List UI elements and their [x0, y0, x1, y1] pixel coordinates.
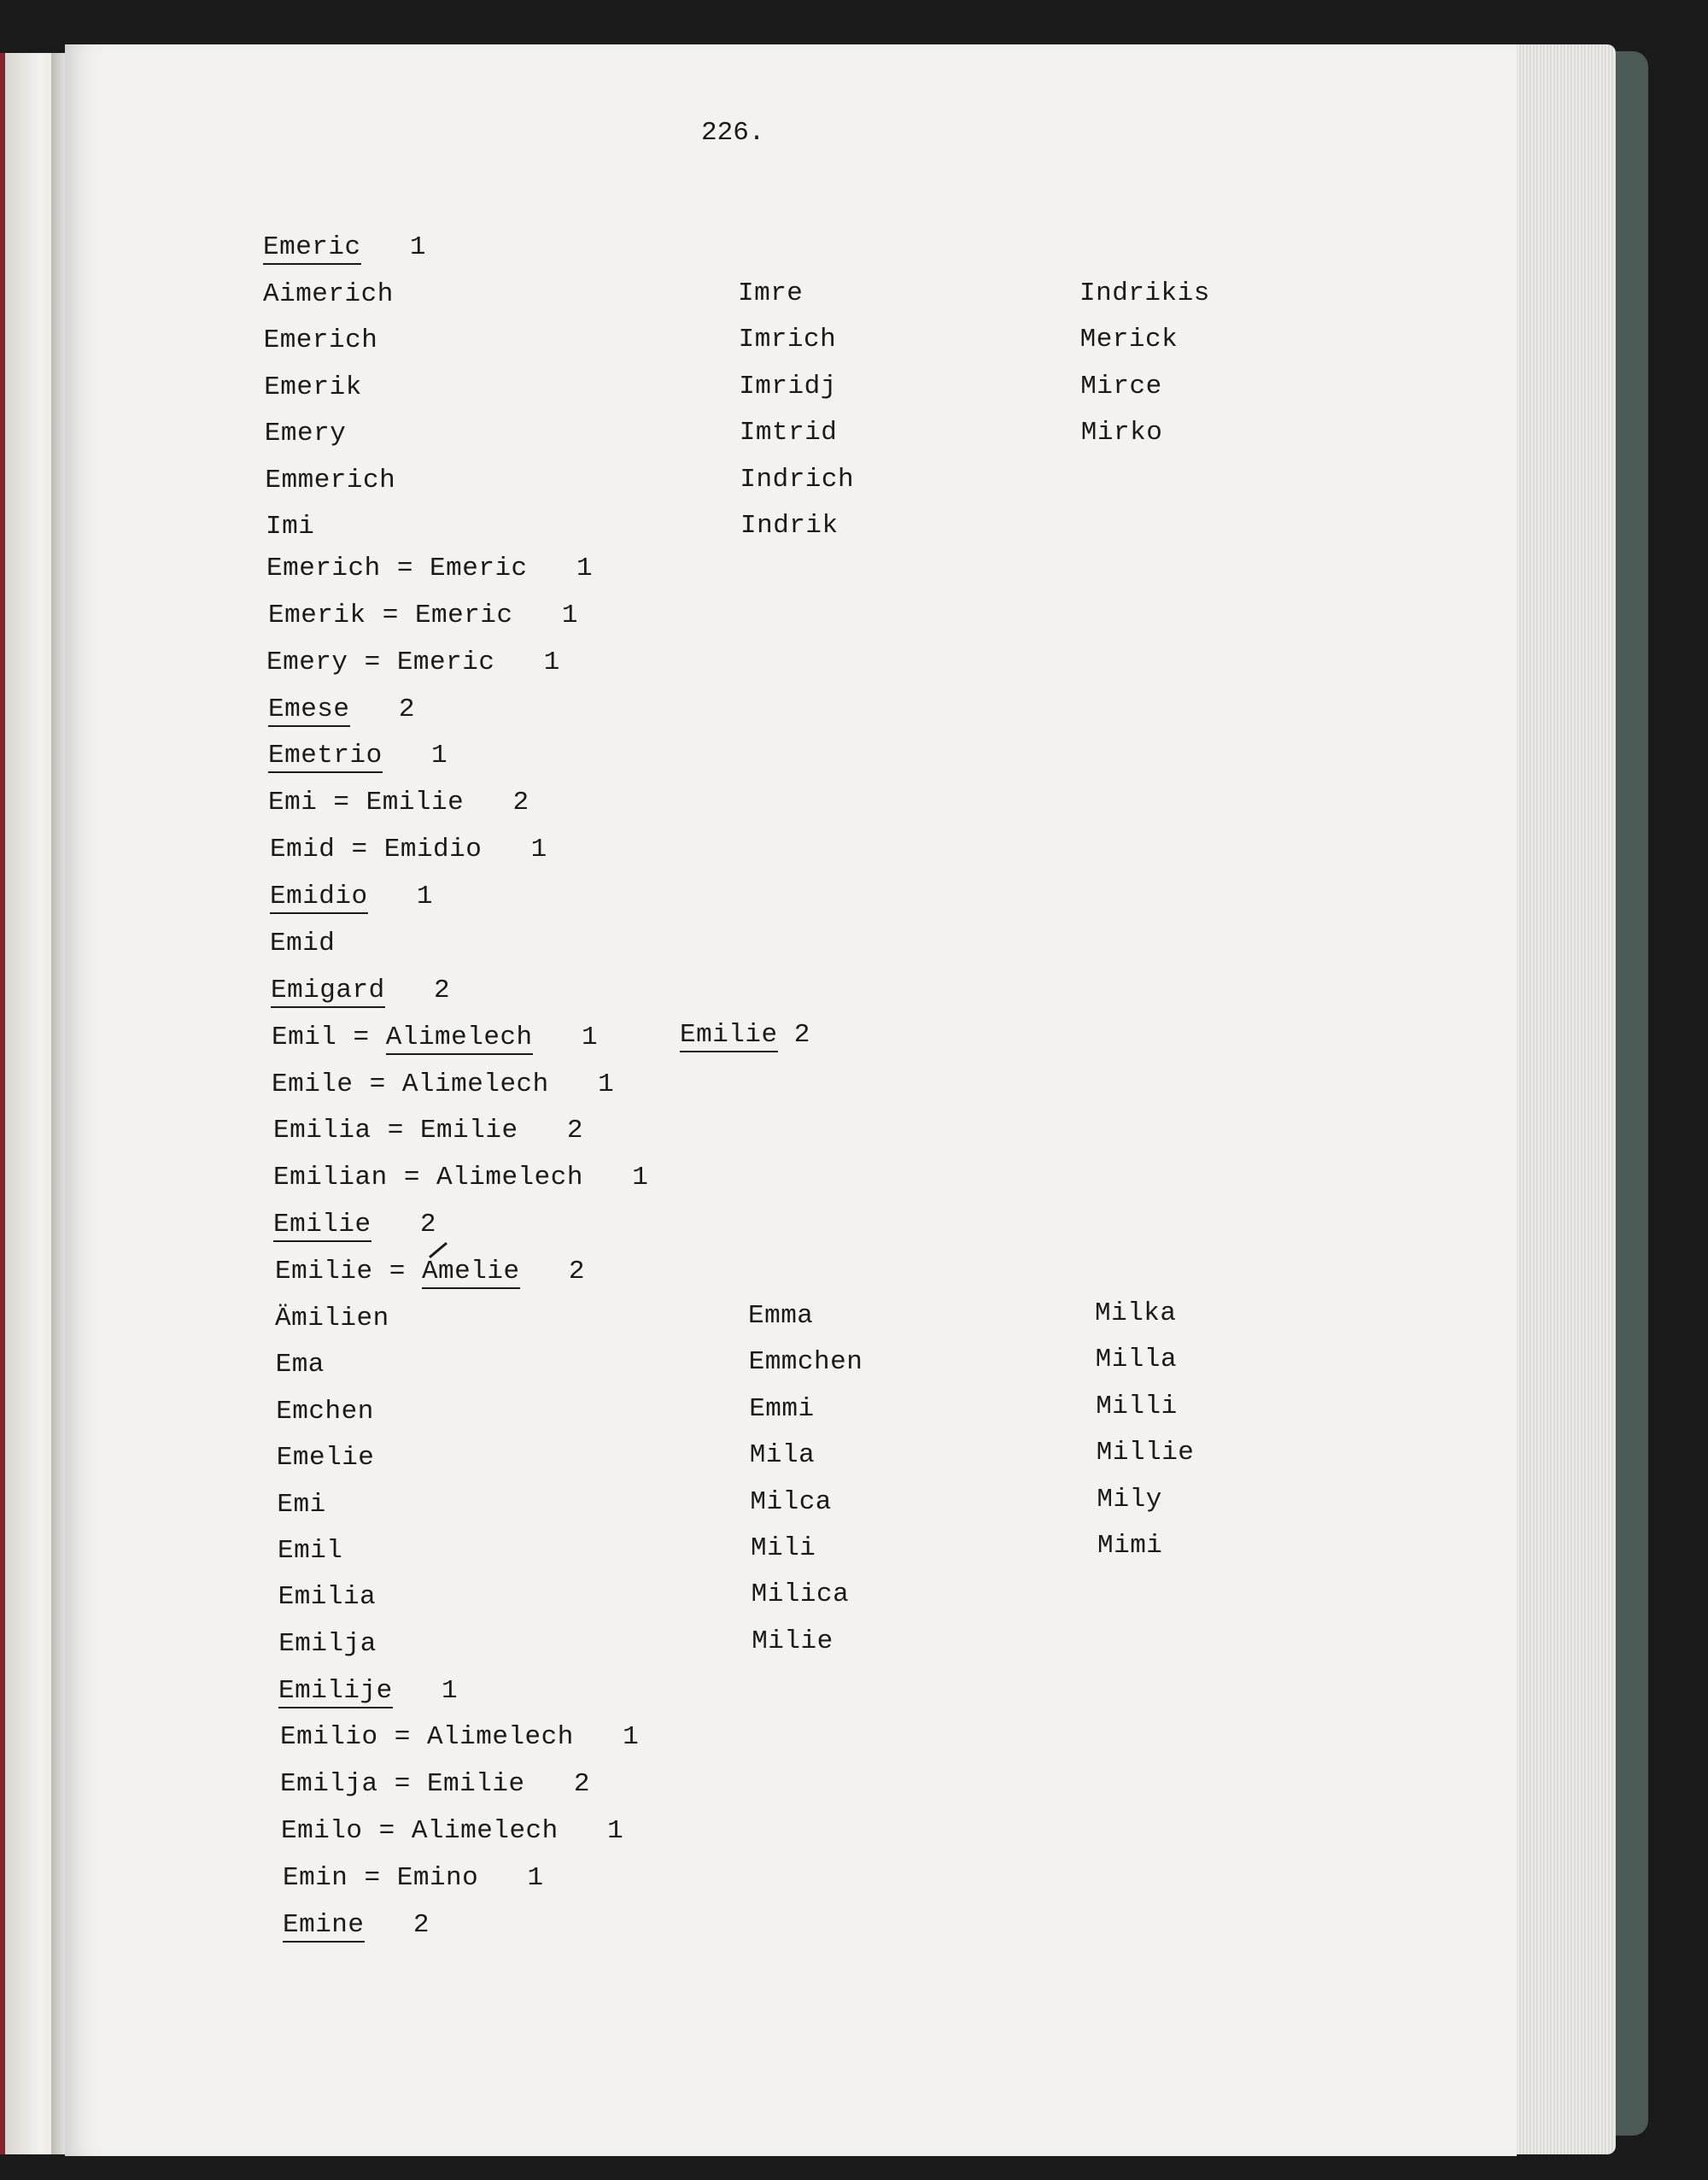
variant-line: [751, 1533, 816, 1564]
variant-line: [740, 418, 838, 448]
entry-name: Emin: [283, 1863, 348, 1893]
variant-name: Emid: [270, 929, 336, 958]
entry-name: Emilio: [280, 1722, 378, 1752]
entry-line: [272, 1023, 598, 1053]
entry-reference: Emino: [396, 1863, 479, 1893]
entry-number: 1: [478, 1863, 544, 1893]
entry-number: 2: [364, 1910, 430, 1940]
entry-name: Emile: [272, 1069, 354, 1099]
entry-number: 2: [518, 1116, 583, 1146]
variant-name: Indrich: [740, 464, 855, 495]
variant-name: Milka: [1095, 1298, 1177, 1328]
equals-sign: =: [380, 554, 430, 583]
variant-line: [1080, 325, 1179, 355]
variant-name: Emmchen: [748, 1347, 863, 1378]
side-reference-line: [680, 1020, 810, 1051]
entry-line: [270, 835, 547, 865]
variant-line: [1081, 418, 1163, 448]
entry-number: 1: [548, 1069, 615, 1099]
variant-line: [270, 929, 335, 959]
variant-name: Mila: [749, 1440, 816, 1471]
variant-name: Emerich: [263, 325, 378, 356]
entry-line: [268, 788, 529, 818]
variant-line: [750, 1440, 815, 1471]
variant-line: [264, 325, 378, 356]
variant-line: [1097, 1531, 1162, 1562]
entry-number: 1: [558, 1816, 624, 1846]
entry-reference: Alimelech: [401, 1069, 549, 1099]
entry-name: Emi: [268, 788, 318, 818]
entry-name: Emerich: [266, 554, 381, 583]
entry-number: 1: [573, 1722, 640, 1752]
entry-line: [271, 976, 450, 1006]
entry-number: 2: [464, 788, 529, 818]
entry-name: Emine: [283, 1910, 365, 1943]
variant-name: Imridj: [739, 371, 837, 401]
entry-line: [266, 554, 593, 584]
variant-line: [264, 372, 362, 403]
entry-number: 2: [777, 1020, 810, 1050]
equals-sign: =: [387, 1163, 437, 1193]
variant-name: Emery: [264, 419, 347, 449]
variant-line: [749, 1347, 863, 1378]
entry-line: [263, 232, 426, 263]
variant-name: Emma: [748, 1301, 814, 1331]
variant-name: Emmerich: [265, 465, 396, 495]
variant-name: Milica: [751, 1579, 850, 1610]
variant-line: [738, 278, 803, 309]
entry-number: 1: [532, 1023, 599, 1052]
entry-name: Emilja: [280, 1769, 378, 1799]
entry-line: [270, 882, 433, 912]
variant-name: Emilia: [278, 1582, 377, 1613]
variant-name: Milca: [750, 1486, 832, 1517]
entry-name: Emery: [266, 648, 348, 677]
entry-name: Emese: [268, 694, 350, 727]
equals-sign: =: [348, 648, 397, 677]
entry-name: Emerik: [268, 601, 366, 630]
variant-line: [1096, 1392, 1178, 1422]
variant-name: Millie: [1096, 1438, 1195, 1468]
entry-reference: Emidio: [383, 835, 483, 864]
variant-line: [265, 466, 395, 496]
equals-sign: =: [377, 1722, 427, 1752]
variant-line: [1079, 278, 1210, 309]
entry-number: 1: [494, 648, 560, 677]
entry-reference: Alimelech: [436, 1163, 583, 1193]
variant-line: [265, 419, 347, 449]
variant-name: Imre: [738, 278, 804, 308]
entry-name: Emeric: [263, 232, 361, 265]
variant-line: [275, 1304, 389, 1334]
entry-number: 1: [382, 741, 448, 771]
entry-line: [273, 1116, 583, 1146]
entry-line: [268, 601, 578, 631]
variant-name: Imi: [266, 512, 315, 542]
variant-name: Mirce: [1080, 371, 1162, 401]
variant-line: [1097, 1485, 1161, 1515]
entry-number: 1: [582, 1163, 649, 1193]
entry-number: 2: [519, 1257, 585, 1286]
variant-line: [748, 1301, 813, 1332]
variant-name: Imtrid: [739, 418, 838, 448]
variant-line: [276, 1397, 374, 1427]
entry-number: 1: [482, 835, 547, 864]
variant-line: [749, 1394, 814, 1425]
entry-name: Emigard: [271, 976, 385, 1008]
variant-name: Indrik: [740, 511, 839, 541]
entry-name: Emidio: [270, 882, 368, 914]
variant-name: Mirko: [1080, 418, 1163, 448]
entry-line: [281, 1816, 623, 1847]
variant-line: [1080, 372, 1162, 402]
variant-name: Milie: [752, 1626, 834, 1656]
entry-name: Emilie: [273, 1210, 371, 1242]
entry-number: 1: [360, 232, 427, 262]
equals-sign: =: [371, 1116, 420, 1146]
variant-line: [752, 1579, 850, 1610]
entry-name: Emil: [272, 1023, 337, 1052]
entry-number: 1: [367, 882, 434, 911]
variant-line: [1095, 1298, 1177, 1329]
equals-sign: =: [362, 1816, 412, 1846]
entry-name: Emilije: [278, 1676, 393, 1708]
entry-number: 1: [392, 1676, 459, 1706]
entry-reference: Alimelech: [411, 1816, 559, 1846]
entry-line: [268, 741, 447, 771]
entry-name: Emilie: [680, 1020, 778, 1052]
variant-name: Emilja: [278, 1628, 377, 1659]
variant-name: Imrich: [738, 325, 837, 355]
variant-line: [266, 512, 314, 542]
variant-line: [740, 465, 854, 495]
entry-reference: Emilie: [366, 788, 465, 818]
variant-line: [752, 1626, 834, 1657]
entry-line: [280, 1769, 590, 1800]
entry-line: [268, 694, 415, 725]
entry-number: 1: [512, 601, 578, 630]
page-number: 226.: [701, 118, 765, 148]
entry-reference: Emeric: [414, 601, 513, 630]
variant-name: Ämilien: [275, 1304, 389, 1333]
entry-number: 2: [384, 976, 451, 1005]
equals-sign: =: [336, 1023, 386, 1052]
variant-line: [1097, 1438, 1195, 1468]
entry-line: [283, 1910, 430, 1941]
entry-name: Emilo: [281, 1816, 363, 1846]
entry-reference: Emeric: [396, 648, 495, 677]
document-page: [65, 44, 1517, 2156]
variant-line: [278, 1582, 377, 1613]
variant-name: Aimerich: [263, 279, 394, 309]
entry-reference: Emilie: [419, 1116, 518, 1146]
variant-line: [277, 1443, 375, 1474]
variant-name: Emerik: [264, 372, 362, 402]
entry-line: [278, 1676, 458, 1707]
entry-name: Emetrio: [268, 741, 383, 773]
variant-name: Milli: [1096, 1391, 1178, 1421]
variant-line: [276, 1350, 325, 1380]
entry-line: [275, 1257, 585, 1287]
equals-sign: =: [353, 1069, 402, 1099]
equals-sign: =: [348, 1863, 397, 1893]
entry-name: Emilian: [273, 1163, 388, 1193]
variant-name: Mili: [751, 1533, 816, 1563]
variant-name: Merick: [1079, 325, 1179, 355]
entry-reference: Alimelech: [386, 1023, 533, 1055]
variant-name: Indrikis: [1079, 278, 1210, 308]
equals-sign: =: [372, 1257, 422, 1286]
variant-name: Ema: [275, 1350, 325, 1380]
equals-sign: =: [317, 788, 366, 818]
variant-line: [277, 1490, 325, 1521]
entry-line: [280, 1722, 639, 1753]
variant-name: Emmi: [749, 1393, 815, 1424]
variant-line: [739, 372, 837, 402]
equals-sign: =: [335, 835, 384, 864]
variant-name: Mily: [1097, 1484, 1162, 1515]
variant-name: Milla: [1095, 1345, 1178, 1375]
entry-name: Emilie: [275, 1257, 373, 1286]
variant-name: Emi: [277, 1489, 326, 1520]
variant-line: [1096, 1345, 1178, 1375]
entry-reference: Emilie: [426, 1769, 525, 1799]
variant-line: [278, 1629, 377, 1660]
entry-name: Emilia: [273, 1116, 371, 1146]
entry-number: 2: [371, 1210, 437, 1239]
entry-line: [273, 1163, 648, 1193]
variant-line: [750, 1487, 832, 1518]
variant-name: Emil: [278, 1536, 343, 1566]
entry-number: 1: [527, 554, 594, 583]
entry-line: [272, 1069, 614, 1100]
variant-line: [740, 511, 839, 542]
variant-name: Emchen: [276, 1396, 374, 1427]
equals-sign: =: [377, 1769, 427, 1799]
entry-reference: Emeric: [430, 554, 528, 583]
entry-number: 2: [349, 694, 415, 724]
entry-reference: Alimelech: [426, 1722, 574, 1752]
variant-name: Mimi: [1097, 1531, 1163, 1561]
entry-line: [283, 1863, 544, 1894]
entry-line: [266, 648, 560, 678]
entry-reference: Amelie: [422, 1257, 520, 1289]
equals-sign: =: [366, 601, 415, 630]
variant-line: [739, 325, 837, 355]
variant-line: [278, 1536, 342, 1567]
entry-number: 2: [524, 1769, 590, 1799]
variant-name: Emelie: [276, 1443, 375, 1474]
entry-name: Emid: [270, 835, 336, 864]
variant-line: [263, 279, 394, 310]
entry-line: [273, 1210, 436, 1240]
